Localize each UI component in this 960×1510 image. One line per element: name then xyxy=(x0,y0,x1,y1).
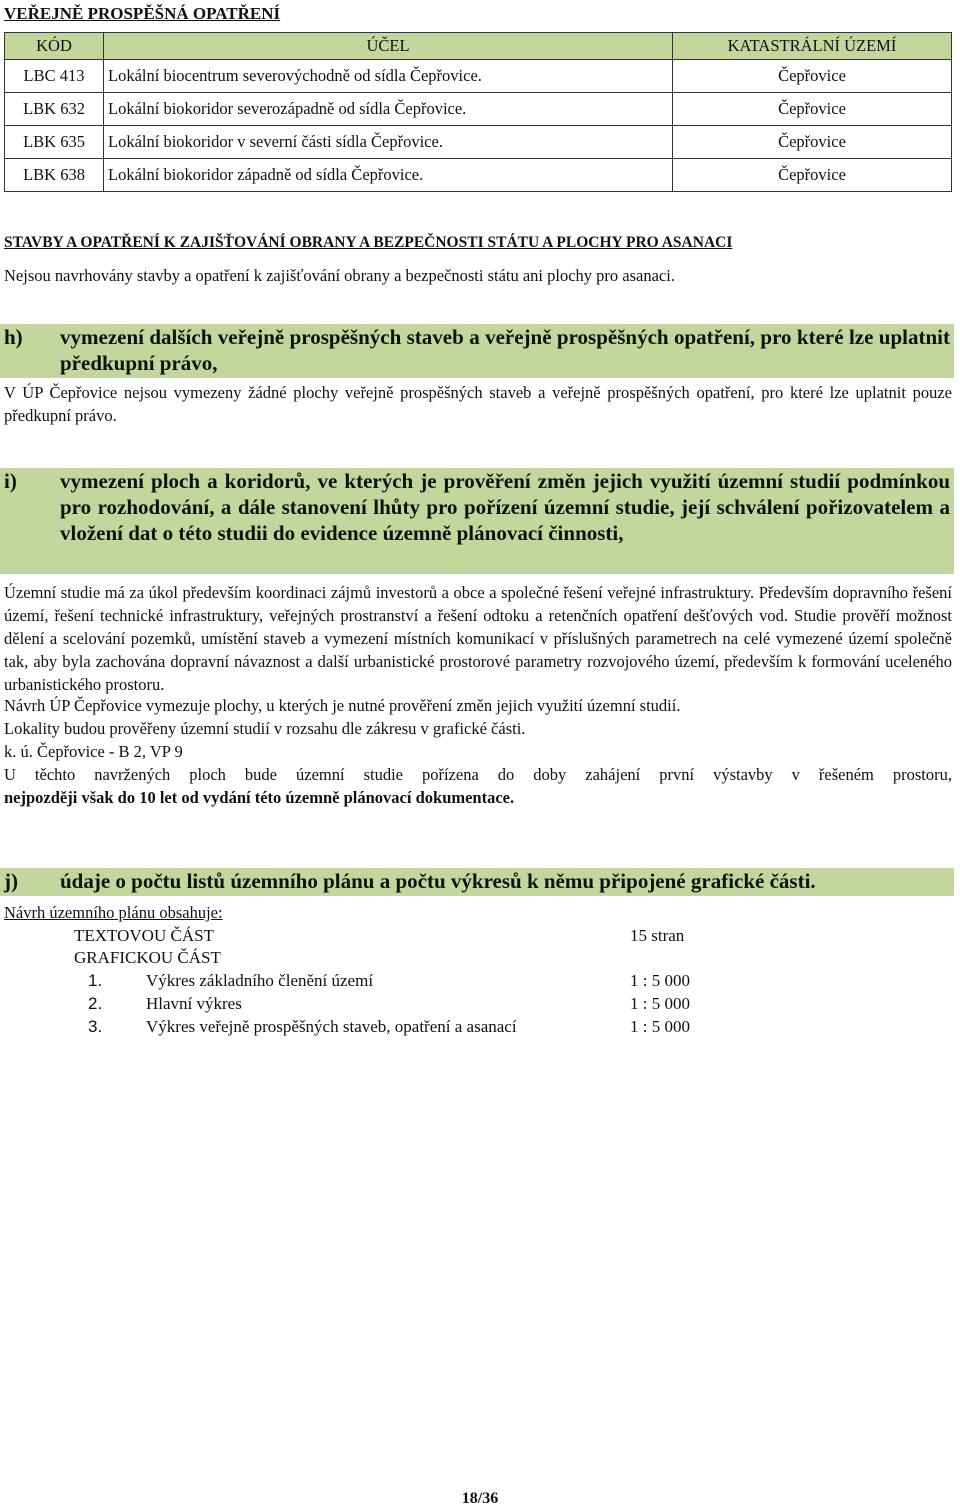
section-i-letter: i) xyxy=(4,469,17,493)
cell-area: Čepřovice xyxy=(673,93,952,126)
contents-label: Návrh územního plánu obsahuje: xyxy=(4,903,223,922)
column-header-code: KÓD xyxy=(5,33,104,60)
section-h-heading: vymezení dalších veřejně prospěšných staveb a veřejně prospěšných opatření, pro které lze uplatnit předkupní právo, xyxy=(60,325,950,375)
drawing-name: Výkres základního členění území xyxy=(146,971,374,990)
graphic-part-label: GRAFICKOU ČÁST xyxy=(74,948,221,967)
cell-code: LBK 632 xyxy=(5,93,104,126)
drawing-number: 3. xyxy=(88,1017,103,1036)
drawing-scale: 1 : 5 000 xyxy=(630,994,690,1013)
page-number: 18/36 xyxy=(461,1490,499,1507)
cell-purpose: Lokální biokoridor severozápadně od sídla Čepřovice. xyxy=(104,93,673,126)
section-h-letter: h) xyxy=(4,325,23,349)
cell-code: LBK 638 xyxy=(5,159,104,192)
table-row xyxy=(5,60,952,93)
text-part-value: 15 stran xyxy=(630,926,685,945)
drawing-scale: 1 : 5 000 xyxy=(630,971,690,990)
text-part-label: TEXTOVOU ČÁST xyxy=(74,926,214,945)
cell-code: LBC 413 xyxy=(5,60,104,93)
cell-purpose: Lokální biocentrum severovýchodně od sídla Čepřovice. xyxy=(104,60,673,93)
drawing-number: 2. xyxy=(88,994,103,1013)
section-j-band xyxy=(0,868,954,896)
defense-heading: STAVBY A OPATŘENÍ K ZAJIŠŤOVÁNÍ OBRANY A BEZPEČNOSTI STÁTU A PLOCHY PRO ASANACI xyxy=(4,234,733,251)
table-row xyxy=(5,159,952,192)
section-j-heading: údaje o počtu listů územního plánu a počtu výkresů k němu připojené grafické části. xyxy=(60,869,816,893)
section-i-band xyxy=(0,468,954,574)
cell-area: Čepřovice xyxy=(673,126,952,159)
section-i-para2: Návrh ÚP Čepřovice vymezuje plochy, u kterých je nutné prověření změn jejich využití územní studií. xyxy=(4,696,681,715)
section-i-heading: vymezení ploch a koridorů, ve kterých je prověření změn jejich využití územní studií podmínkou pro rozhodování, a dále stanovení lhůty pro pořízení územní studie, její schválení pořizovatelem a vložení dat o této studii do evidence územně plánovací činnosti, xyxy=(60,469,950,545)
vpo-table xyxy=(4,32,952,192)
section-j-letter: j) xyxy=(4,869,18,893)
column-header-purpose: ÚČEL xyxy=(104,33,673,60)
section-h-band xyxy=(0,324,954,378)
section-i-para4: k. ú. Čepřovice - B 2, VP 9 xyxy=(4,742,183,761)
table-header-row xyxy=(5,33,952,60)
table-row xyxy=(5,126,952,159)
cell-code: LBK 635 xyxy=(5,126,104,159)
section-i-para5-normal: U těchto navržených ploch bude územní studie pořízena do doby zahájení první výstavby v řešeném prostoru, xyxy=(4,765,952,784)
cell-purpose: Lokální biokoridor západně od sídla Čepřovice. xyxy=(104,159,673,192)
defense-text: Nejsou navrhovány stavby a opatření k zajišťování obrany a bezpečnosti státu ani plochy pro asanaci. xyxy=(4,266,675,285)
section-i-para3: Lokality budou prověřeny územní studií v rozsahu dle zákresu v grafické části. xyxy=(4,719,526,738)
column-header-area: KATASTRÁLNÍ ÚZEMÍ xyxy=(673,33,952,60)
page-title: VEŘEJNĚ PROSPĚŠNÁ OPATŘENÍ xyxy=(4,4,281,23)
drawing-name: Výkres veřejně prospěšných staveb, opatření a asanací xyxy=(146,1017,517,1036)
cell-area: Čepřovice xyxy=(673,60,952,93)
cell-area: Čepřovice xyxy=(673,159,952,192)
cell-purpose: Lokální biokoridor v severní části sídla Čepřovice. xyxy=(104,126,673,159)
section-i-para5-bold: nejpozději však do 10 let od vydání této územně plánovací dokumentace. xyxy=(4,788,515,807)
table-row xyxy=(5,93,952,126)
section-h-text: V ÚP Čepřovice nejsou vymezeny žádné plochy veřejně prospěšných staveb a veřejně prospěšných opatření, pro které lze uplatnit pouze předkupní právo. xyxy=(4,383,952,425)
drawing-number: 1. xyxy=(88,971,103,990)
drawing-scale: 1 : 5 000 xyxy=(630,1017,690,1036)
section-i-para1: Územní studie má za úkol především koordinaci zájmů investorů a obce a společné řešení veřejné infrastruktury. Především dopravního řešení území, řešení technické infrastruktury, veřejných prostranství a řešení odtoku a retenčních opatření dešťových vod. Studie prověří možnost dělení a scelování pozemků, umístění staveb a vymezení místních komunikací v příslušných parametrech na celé vymezené území společně tak, aby byla zachována dopravní návaznost a další urbanistické prostorové parametry rozvojového území, především k formování uceleného urbanistického prostoru. xyxy=(4,583,952,694)
drawing-name: Hlavní výkres xyxy=(146,994,242,1013)
section-i-para5 xyxy=(4,763,952,809)
